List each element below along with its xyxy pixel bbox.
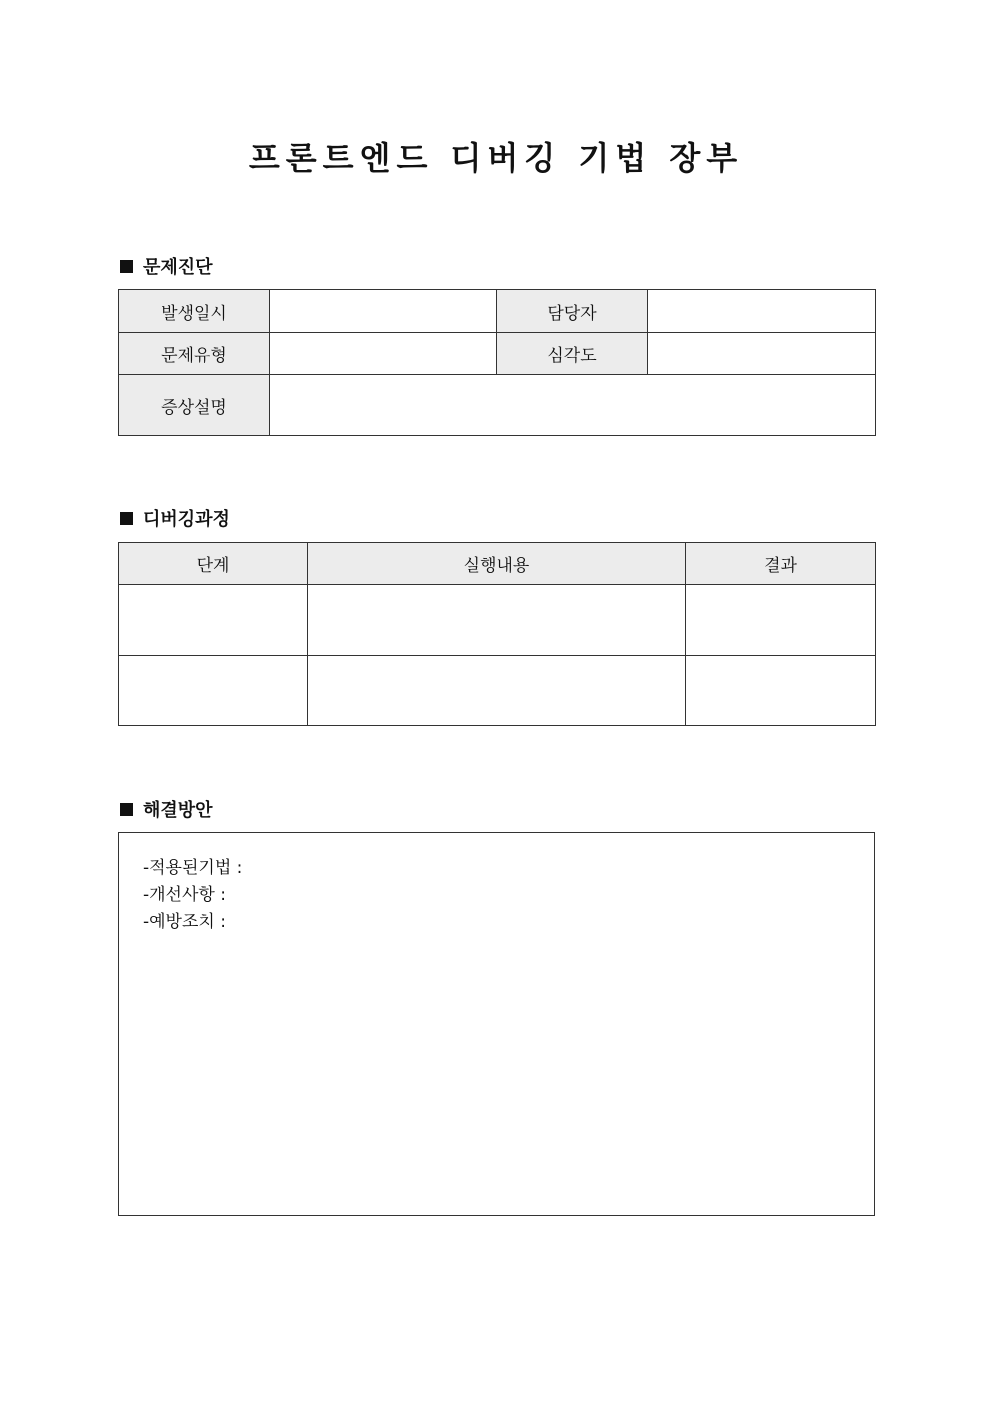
result-cell[interactable] [686,585,876,656]
page-title: 프론트엔드 디버깅 기법 장부 [248,139,744,177]
column-header-action: 실행내용 [308,543,686,585]
process-heading [120,505,230,531]
square-bullet-icon [120,512,133,525]
diagnosis-heading [120,253,213,279]
problem-type-field[interactable] [270,333,497,375]
table-row [119,656,876,726]
action-cell[interactable] [308,585,686,656]
severity-label: 심각도 [497,333,648,375]
table-header-row [119,543,876,585]
column-header-result: 결과 [686,543,876,585]
square-bullet-icon [120,260,133,273]
assignee-label: 담당자 [497,290,648,333]
solution-notes-box[interactable] [118,832,875,1216]
prevention-line: -예방조치 : [143,912,226,932]
column-header-step: 단계 [119,543,308,585]
problem-type-label: 문제유형 [119,333,270,375]
severity-field[interactable] [648,333,876,375]
symptom-label: 증상설명 [119,375,270,436]
result-cell[interactable] [686,656,876,726]
table-row [119,333,876,375]
diagnosis-table [118,289,876,436]
occurred-at-label: 발생일시 [119,290,270,333]
process-table [118,542,876,726]
table-row [119,375,876,436]
process-heading-label: 디버깅과정 [143,509,230,530]
table-row [119,585,876,656]
step-cell[interactable] [119,585,308,656]
step-cell[interactable] [119,656,308,726]
improvement-line: -개선사항 : [143,885,226,905]
symptom-field[interactable] [270,375,876,436]
diagnosis-heading-label: 문제진단 [143,257,213,278]
solution-heading-label: 해결방안 [143,800,213,821]
applied-technique-line: -적용된기법 : [143,858,243,878]
occurred-at-field[interactable] [270,290,497,333]
action-cell[interactable] [308,656,686,726]
square-bullet-icon [120,803,133,816]
table-row [119,290,876,333]
solution-heading [120,796,213,822]
assignee-field[interactable] [648,290,876,333]
